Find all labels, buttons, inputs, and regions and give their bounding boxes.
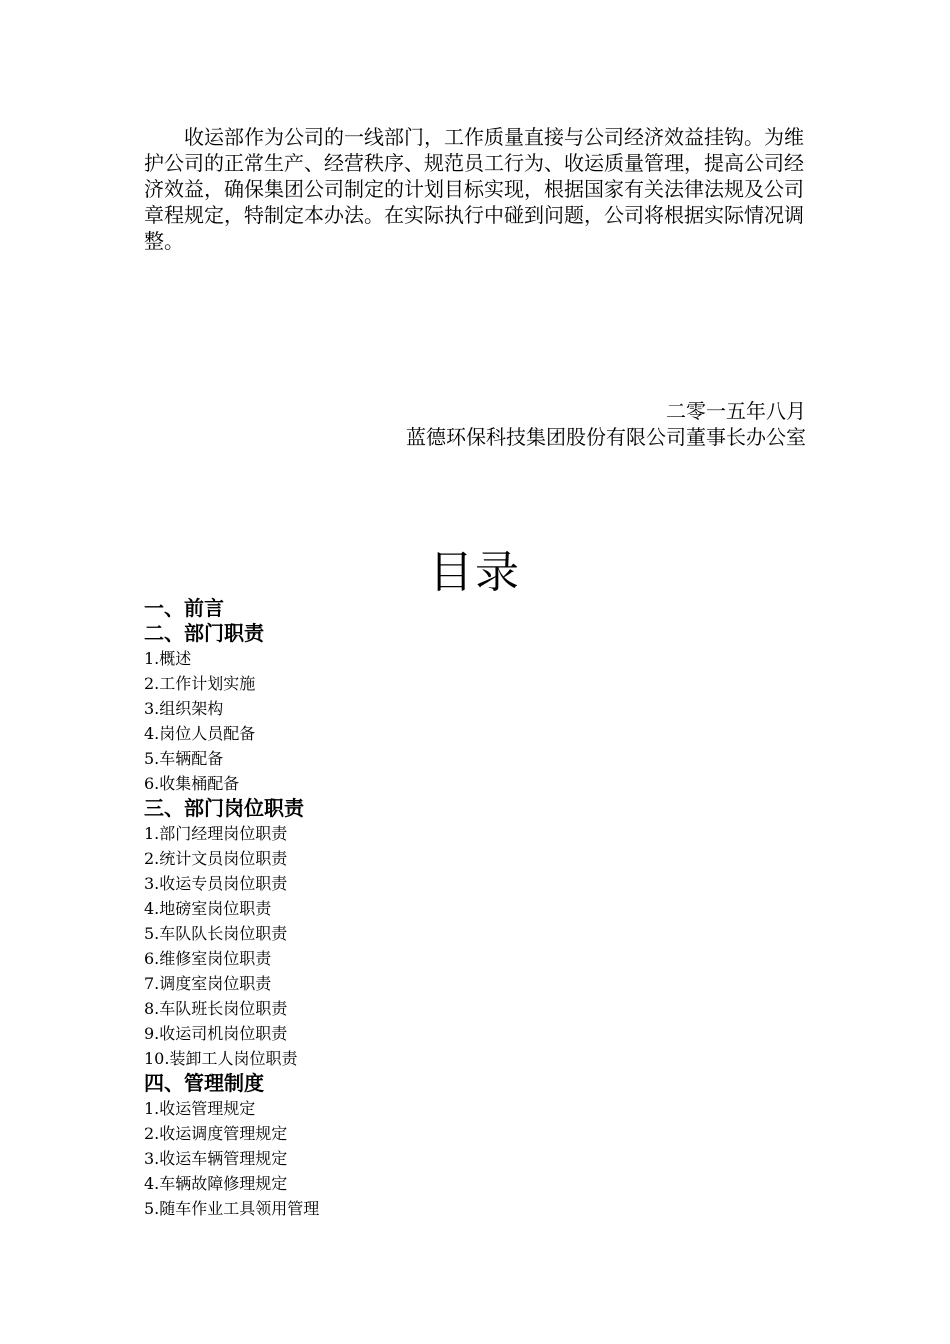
- toc-item: 9.收运司机岗位职责: [144, 1024, 288, 1043]
- toc-section-management-rules: 四、管理制度: [144, 1071, 264, 1095]
- toc-item: 10.装卸工人岗位职责: [144, 1049, 298, 1068]
- toc-title: 目录: [429, 547, 521, 598]
- toc-section-preface: 一、前言: [144, 596, 224, 620]
- intro-paragraph: 收运部作为公司的一线部门，工作质量直接与公司经济效益挂钩。为维护公司的正常生产、经营秩序、规范员工行为、收运质量管理，提高公司经济效益，确保集团公司制定的计划目标实现，根据国家有关法律法规及公司章程规定，特制定本办法。在实际执行中碰到问题，公司将根据实际情况调整。: [144, 125, 804, 253]
- toc-item: 6.收集桶配备: [144, 774, 240, 793]
- signature-block: [406, 398, 806, 450]
- table-of-contents: [144, 596, 744, 1221]
- toc-section-position-duties: 三、部门岗位职责: [144, 796, 304, 820]
- signature-date: 二零一五年八月: [666, 399, 806, 423]
- toc-item: 5.随车作业工具领用管理: [144, 1199, 320, 1218]
- toc-item: 4.岗位人员配备: [144, 724, 256, 743]
- toc-item: 3.收运专员岗位职责: [144, 874, 288, 893]
- toc-item: 2.工作计划实施: [144, 674, 256, 693]
- toc-item: 1.部门经理岗位职责: [144, 824, 288, 843]
- toc-item: 5.车辆配备: [144, 749, 224, 768]
- toc-item: 4.车辆故障修理规定: [144, 1174, 288, 1193]
- toc-item: 7.调度室岗位职责: [144, 974, 272, 993]
- toc-item: 2.收运调度管理规定: [144, 1124, 288, 1143]
- toc-section-department-duties: 二、部门职责: [144, 621, 264, 645]
- toc-item: 4.地磅室岗位职责: [144, 899, 272, 918]
- toc-item: 1.概述: [144, 649, 192, 668]
- toc-item: 3.收运车辆管理规定: [144, 1149, 288, 1168]
- toc-item: 1.收运管理规定: [144, 1099, 256, 1118]
- toc-item: 3.组织架构: [144, 699, 224, 718]
- toc-item: 5.车队队长岗位职责: [144, 924, 288, 943]
- toc-item: 6.维修室岗位职责: [144, 949, 272, 968]
- signature-issuer: 蓝德环保科技集团股份有限公司董事长办公室: [406, 425, 806, 449]
- toc-item: 8.车队班长岗位职责: [144, 999, 288, 1018]
- toc-item: 2.统计文员岗位职责: [144, 849, 288, 868]
